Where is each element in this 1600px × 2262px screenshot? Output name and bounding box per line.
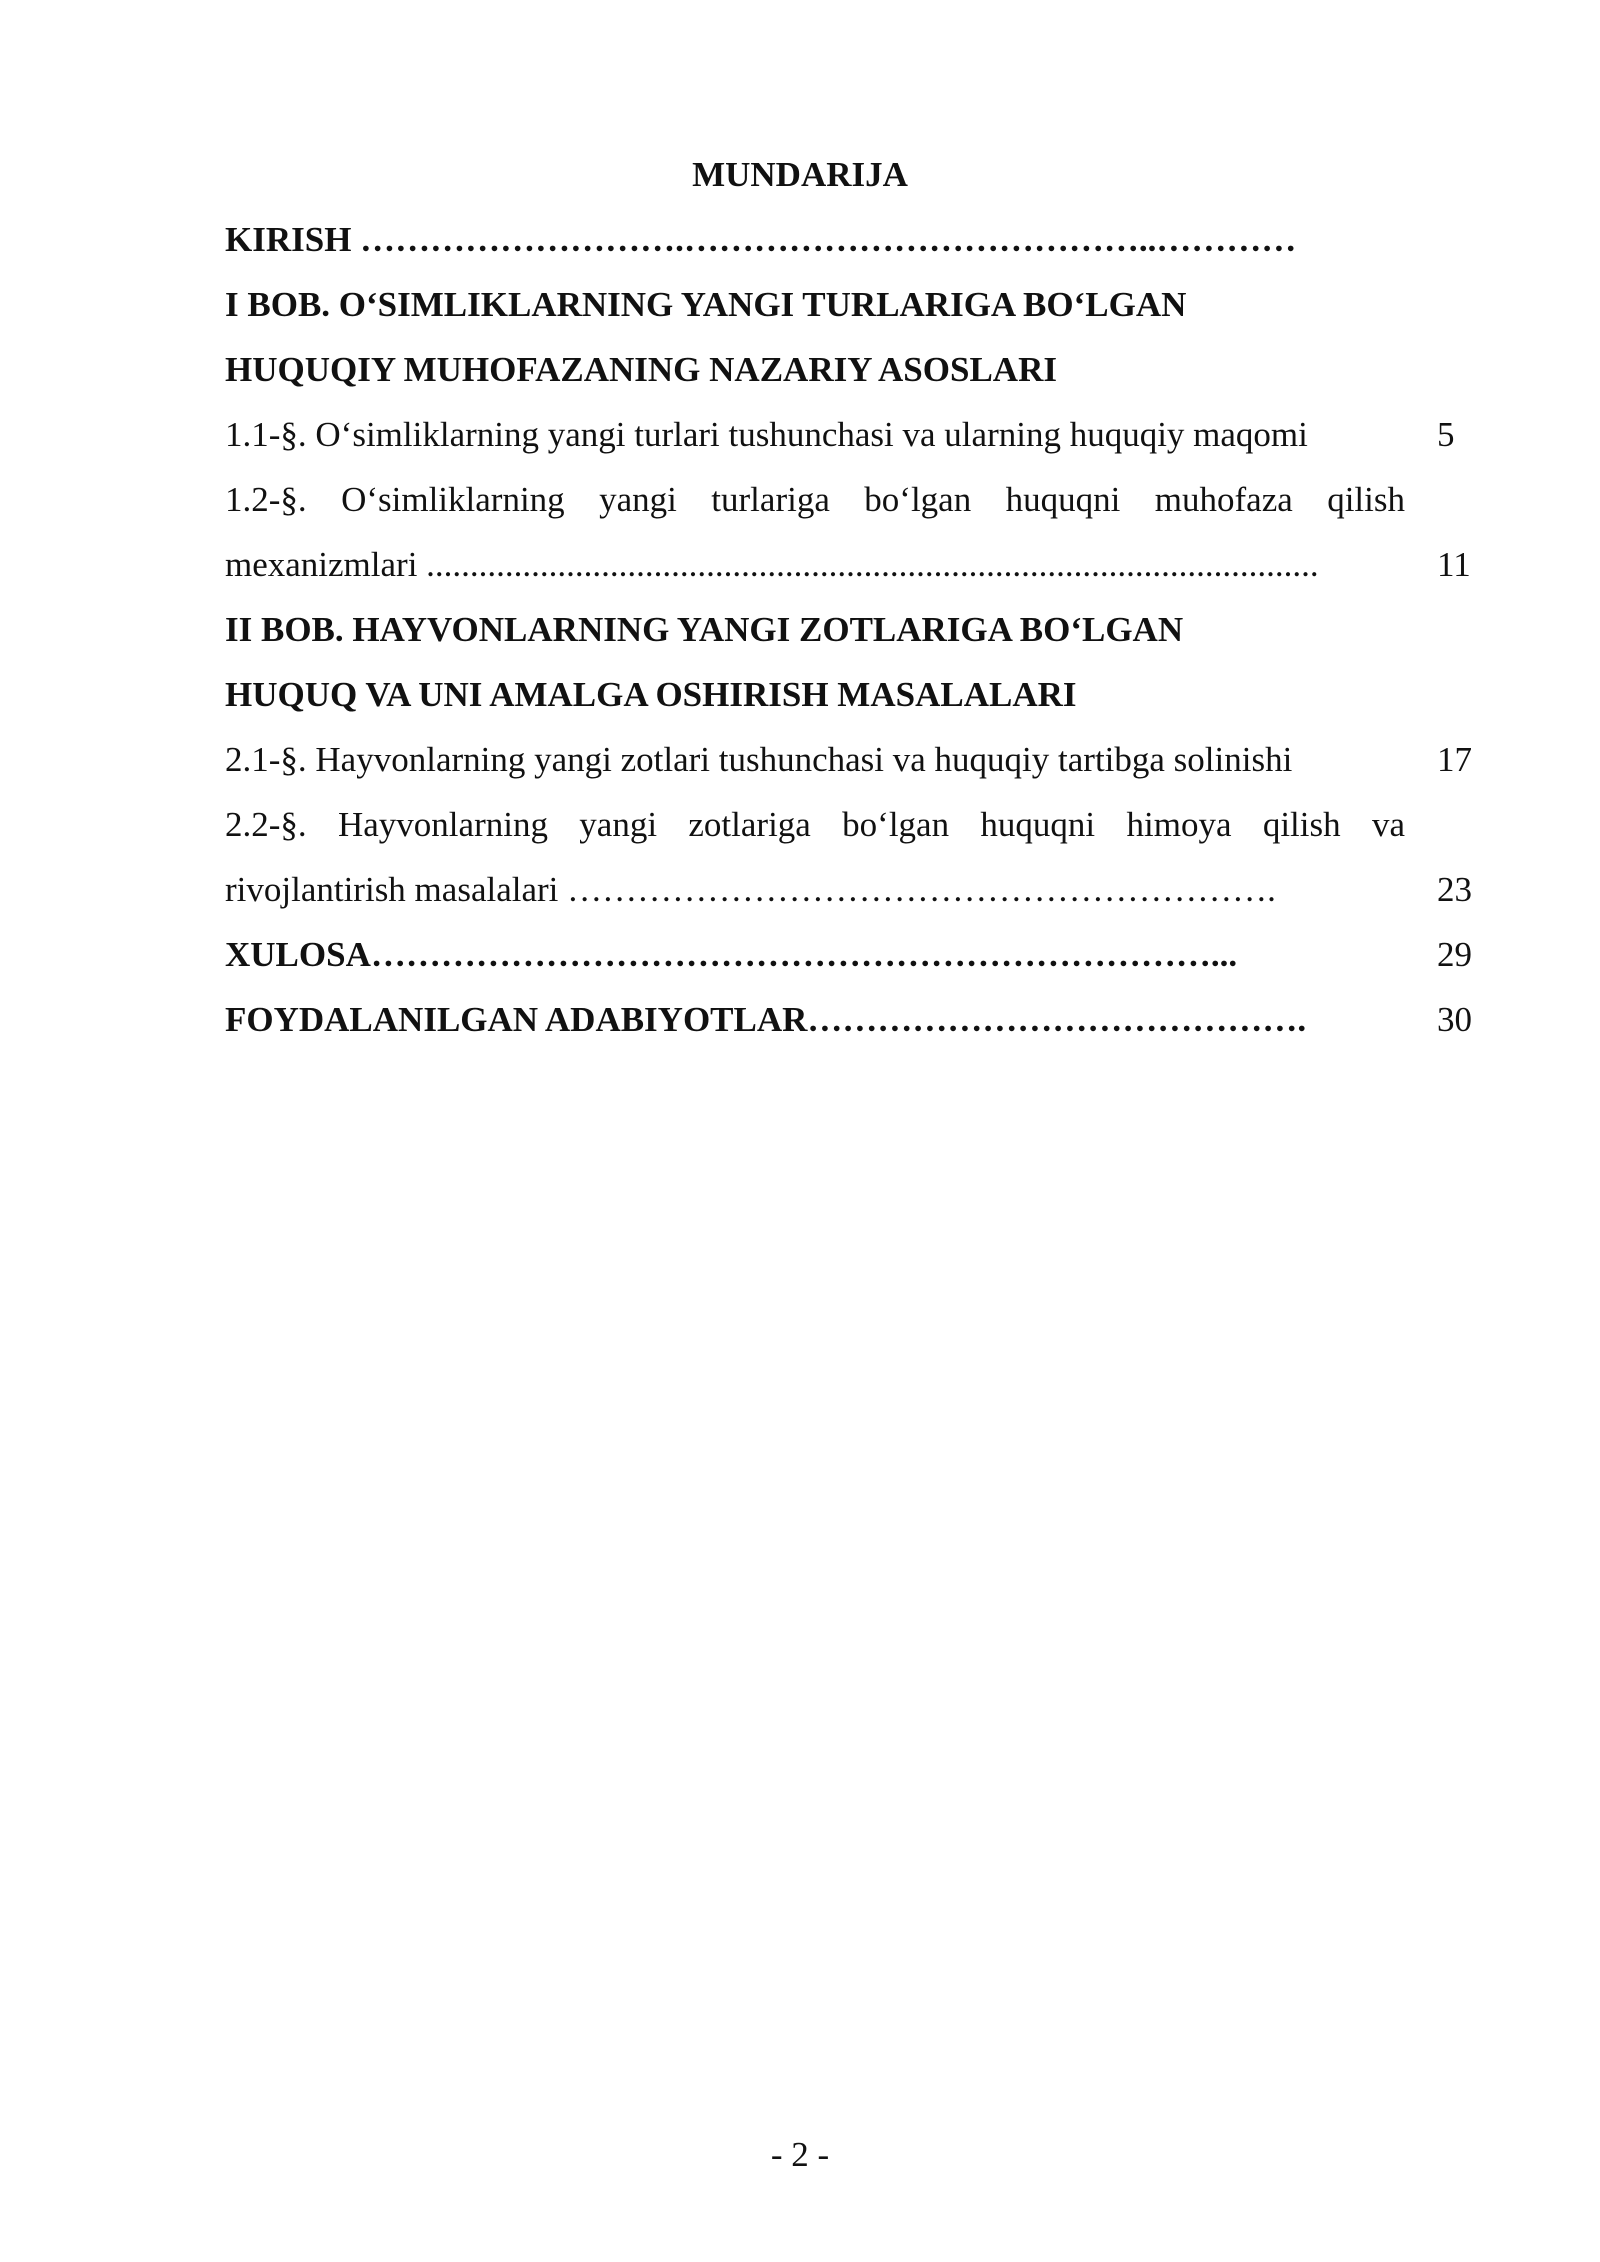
- toc-entry-page: 17: [1437, 740, 1472, 779]
- toc-entry-page: 5: [1437, 415, 1455, 454]
- toc-entry-chapter-1-line-1: [225, 280, 1475, 345]
- page-title: MUNDARIJA: [692, 155, 908, 194]
- toc-entry-references: [225, 995, 1475, 1060]
- toc-entry-page: 23: [1437, 870, 1472, 909]
- toc-entry-text: 1.2-§. O‘simliklarning yangi turlariga bo‘lgan huquqni muhofaza qilish: [225, 480, 1405, 519]
- toc-entry-text: mexanizmlari ......................................................................................................: [225, 545, 1319, 584]
- toc-entry-section-2-1: [225, 735, 1475, 800]
- toc-entry-section-2-2-line-2: [225, 865, 1475, 930]
- toc-entry-section-1-2-line-1: [225, 475, 1475, 540]
- toc-entry-section-1-1: [225, 410, 1475, 475]
- toc-entry-page: 29: [1437, 935, 1472, 974]
- toc-entry-text: II BOB. HAYVONLARNING YANGI ZOTLARIGA BO‘LGAN: [225, 610, 1184, 649]
- table-of-contents: [225, 215, 1475, 1060]
- toc-entry-chapter-2-line-2: [225, 670, 1475, 735]
- toc-entry-page: 30: [1437, 1000, 1472, 1039]
- toc-entry-kirish: [225, 215, 1475, 280]
- toc-entry-text: XULOSA………………………………………………………………...: [225, 935, 1238, 974]
- toc-entry-text: 2.1-§. Hayvonlarning yangi zotlari tushunchasi va huquqiy tartibga solinishi: [225, 740, 1293, 779]
- toc-entry-section-1-2-line-2: [225, 540, 1475, 605]
- toc-entry-text: FOYDALANILGAN ADABIYOTLAR…………………………………….: [225, 1000, 1307, 1039]
- toc-entry-text: 1.1-§. O‘simliklarning yangi turlari tushunchasi va ularning huquqiy maqomi: [225, 415, 1308, 454]
- toc-entry-text: I BOB. O‘SIMLIKLARNING YANGI TURLARIGA BO‘LGAN: [225, 285, 1187, 324]
- toc-entry-text: rivojlantirish masalalari …………………………………………………….: [225, 870, 1276, 909]
- toc-entry-text: KIRISH ……………………….…………………………………..…………: [225, 220, 1297, 259]
- page-number: - 2 -: [770, 2135, 830, 2174]
- toc-entry-xulosa: [225, 930, 1475, 995]
- toc-entry-text: 2.2-§. Hayvonlarning yangi zotlariga bo‘lgan huquqni himoya qilish va: [225, 805, 1405, 844]
- toc-entry-text: HUQUQIY MUHOFAZANING NAZARIY ASOSLARI: [225, 350, 1057, 389]
- toc-entry-text: HUQUQ VA UNI AMALGA OSHIRISH MASALALARI: [225, 675, 1077, 714]
- toc-entry-chapter-2-line-1: [225, 605, 1475, 670]
- toc-entry-section-2-2-line-1: [225, 800, 1475, 865]
- toc-entry-page: 11: [1437, 545, 1471, 584]
- toc-entry-chapter-1-line-2: [225, 345, 1475, 410]
